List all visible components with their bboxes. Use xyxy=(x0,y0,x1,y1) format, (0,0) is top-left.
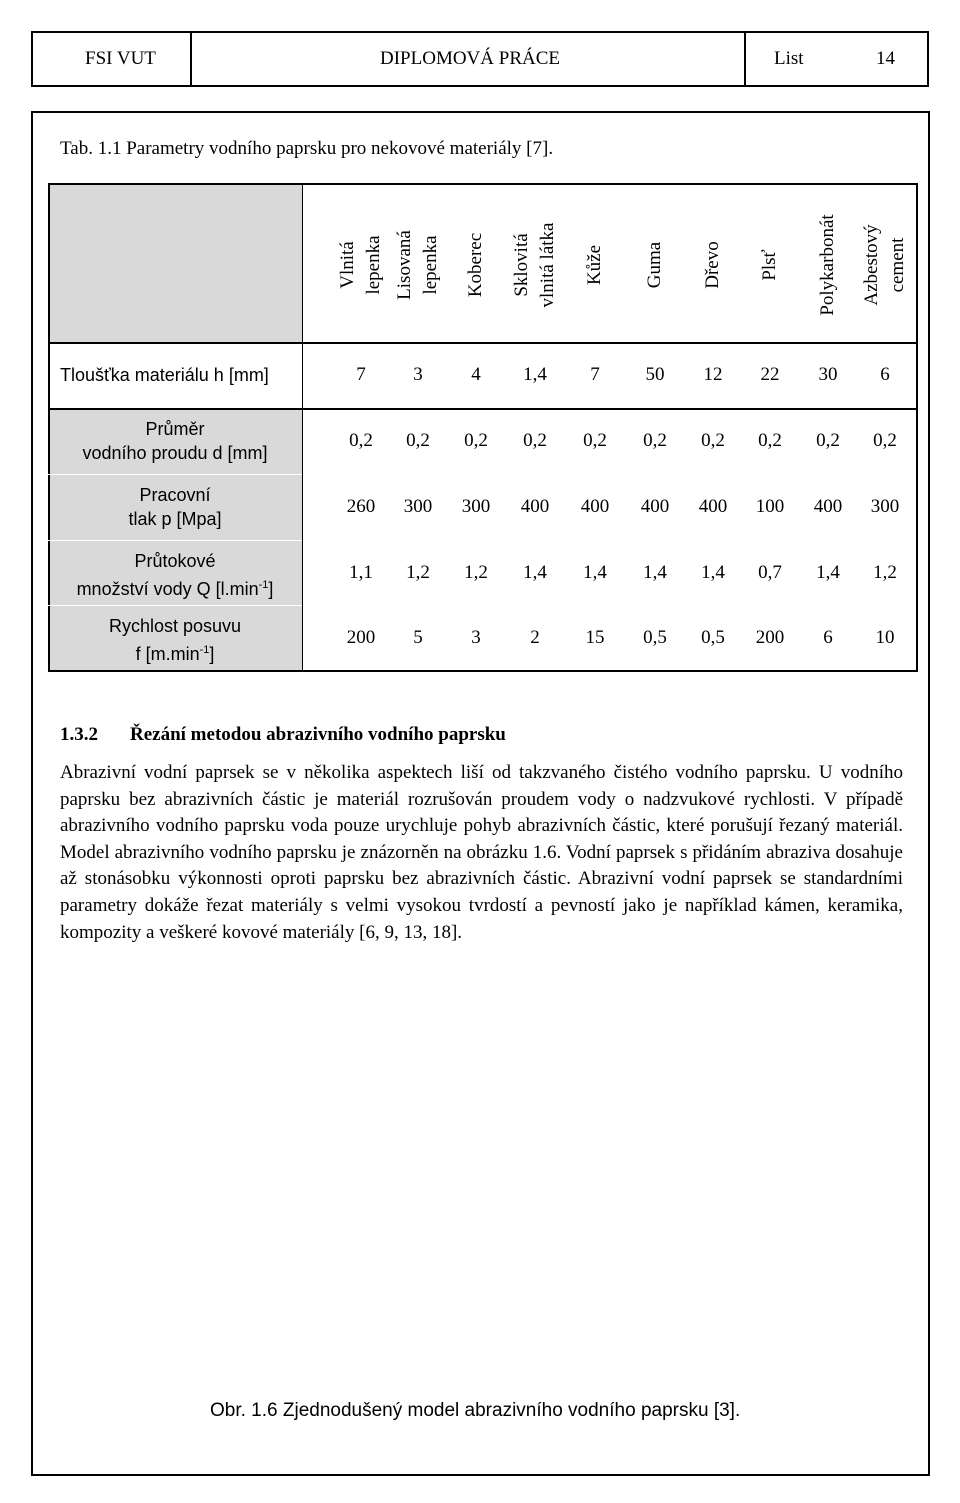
table-row-rule xyxy=(48,408,916,410)
column-header: Vlnitá lepenka xyxy=(337,234,384,295)
table-cell: 200 xyxy=(346,626,376,648)
body-paragraph: Abrazivní vodní paprsek se v několika aspektech liší od takzvaného čistého vodního paprsku. U vodního paprsku bez abrazivních částic je materiál rozrušován proudem vody o nadzvukové rychlosti. V případě abrazivního vodního paprsku voda pouze urychluje pohyb abrazivních částic, které porušují řezaný materiál. Model abrazivního vodního paprsku je znázorněn na obrázku 1.6. Vodní paprsek s přidáním abraziva dosahuje až stonásobku výkonnosti oproti paprsku bez abrazivních částic. Abrazivní vodní paprsek se standardními parametry dokáže řezat materiály s velmi vysokou tvrdostí a pevností jako je například kámen, keramika, kompozity a veškeré kovové materiály [6, 9, 13, 18]. xyxy=(60,762,903,943)
table-cell: 1,4 xyxy=(523,364,547,385)
table-cell: 0,2 xyxy=(349,430,373,451)
table-cell: 400 xyxy=(580,496,610,517)
table-cell: 400 xyxy=(640,496,670,517)
row-label: Pracovní tlak p [Mpa] xyxy=(128,485,222,529)
table-cell: 0,2 xyxy=(701,430,725,451)
table-header-rule xyxy=(48,342,916,344)
table-cell: 12 xyxy=(703,364,723,385)
table-cell: 1,2 xyxy=(464,561,488,583)
table-cell: 100 xyxy=(755,496,785,517)
column-header: Lisovaná lepenka xyxy=(394,229,441,300)
column-header: Guma xyxy=(644,241,665,288)
table-cell: 15 xyxy=(585,626,605,648)
table-cell: 300 xyxy=(403,496,433,517)
table-cell: 1,2 xyxy=(873,561,897,583)
table-border-right xyxy=(916,183,918,672)
table-cell: 0,5 xyxy=(701,626,725,648)
column-header: Plsť xyxy=(759,248,780,281)
row-label: Průtokové množství vody Q $[l.\min^{-1}]$ xyxy=(76,550,274,599)
row-label: Tloušťka materiálu h [mm] xyxy=(60,365,269,385)
table-cell: 300 xyxy=(870,496,900,517)
column-header: Dřevo xyxy=(702,240,723,289)
table-cell: 1,1 xyxy=(349,561,373,583)
table-label-divider xyxy=(302,183,303,671)
header-list-label: List xyxy=(774,48,804,69)
table-cell: 0,2 xyxy=(873,430,897,451)
table-cell: 50 xyxy=(645,364,665,385)
column-header: Sklovitá vlnitá látka xyxy=(511,222,558,307)
table-cell: 1,4 xyxy=(816,561,840,583)
table-cell: 6 xyxy=(823,626,833,648)
table-cell: 3 xyxy=(413,364,423,385)
header-divider xyxy=(744,33,746,85)
section-title: Řezání metodou abrazivního vodního paprsku xyxy=(130,724,506,745)
table-cell: 0,2 xyxy=(523,430,547,451)
table-cell: 0,2 xyxy=(406,430,430,451)
table-cell: 400 xyxy=(520,496,550,517)
table-cell: 2 xyxy=(530,626,540,648)
table-cell: 0,2 xyxy=(583,430,607,451)
column-header: Kůže xyxy=(584,244,605,285)
table-cell: 7 xyxy=(590,364,600,385)
figure-caption: Obr. 1.6 Zjednodušený model abrazivního vodního paprsku [3]. xyxy=(210,1400,741,1421)
table-cell: 300 xyxy=(461,496,491,517)
table-caption: Tab. 1.1 Parametry vodního paprsku pro nekovové materiály [7]. xyxy=(60,138,554,159)
table-cell: 1,4 xyxy=(701,561,725,583)
table-cell: 1,4 xyxy=(523,561,547,583)
table-cell: 200 xyxy=(755,626,785,648)
section-number: 1.3.2 xyxy=(60,724,98,745)
label-row-gap xyxy=(48,540,302,541)
section-heading xyxy=(60,724,506,746)
table-cell: 1,4 xyxy=(583,561,607,583)
table-cell: 0,5 xyxy=(643,626,667,648)
label-row-gap xyxy=(48,474,302,475)
column-header: Azbestový cement xyxy=(861,223,908,306)
table-cell: 22 xyxy=(760,364,780,385)
table-cell: 4 xyxy=(471,364,481,385)
row-label: Rychlost posuvu f $[m.\min^{-1}]$ xyxy=(108,615,242,664)
table-cell: 6 xyxy=(880,364,890,385)
table-cell: 7 xyxy=(356,364,366,385)
page-header xyxy=(31,31,929,87)
table-cell: 3 xyxy=(471,626,481,648)
table-corner-cell xyxy=(48,183,302,342)
column-header: Koberec xyxy=(465,232,486,297)
table-cell: 5 xyxy=(413,626,423,648)
table-cell: 400 xyxy=(813,496,843,517)
table-cell: 1,2 xyxy=(406,561,430,583)
label-row-gap xyxy=(48,605,302,606)
table-cell: 400 xyxy=(698,496,728,517)
table-cell: 30 xyxy=(818,364,838,385)
column-header: Polykarbonát xyxy=(817,213,838,316)
table-cell: 260 xyxy=(346,496,376,517)
table-cell: 10 xyxy=(875,626,895,648)
table-border-bottom xyxy=(48,670,916,672)
row-label: Průměr vodního proudu d [mm] xyxy=(82,419,268,463)
table-cell: 0,2 xyxy=(464,430,488,451)
table-cell: 0,2 xyxy=(643,430,667,451)
header-page-number: 14 xyxy=(876,48,895,69)
header-divider xyxy=(190,33,192,85)
header-institution: FSI VUT xyxy=(85,48,156,69)
table-border-top xyxy=(48,183,916,185)
table-cell: 0,2 xyxy=(816,430,840,451)
table-cell: 1,4 xyxy=(643,561,667,583)
table-cell: 0,2 xyxy=(758,430,782,451)
table-cell: 0,7 xyxy=(758,561,782,583)
header-title: DIPLOMOVÁ PRÁCE xyxy=(380,48,560,69)
